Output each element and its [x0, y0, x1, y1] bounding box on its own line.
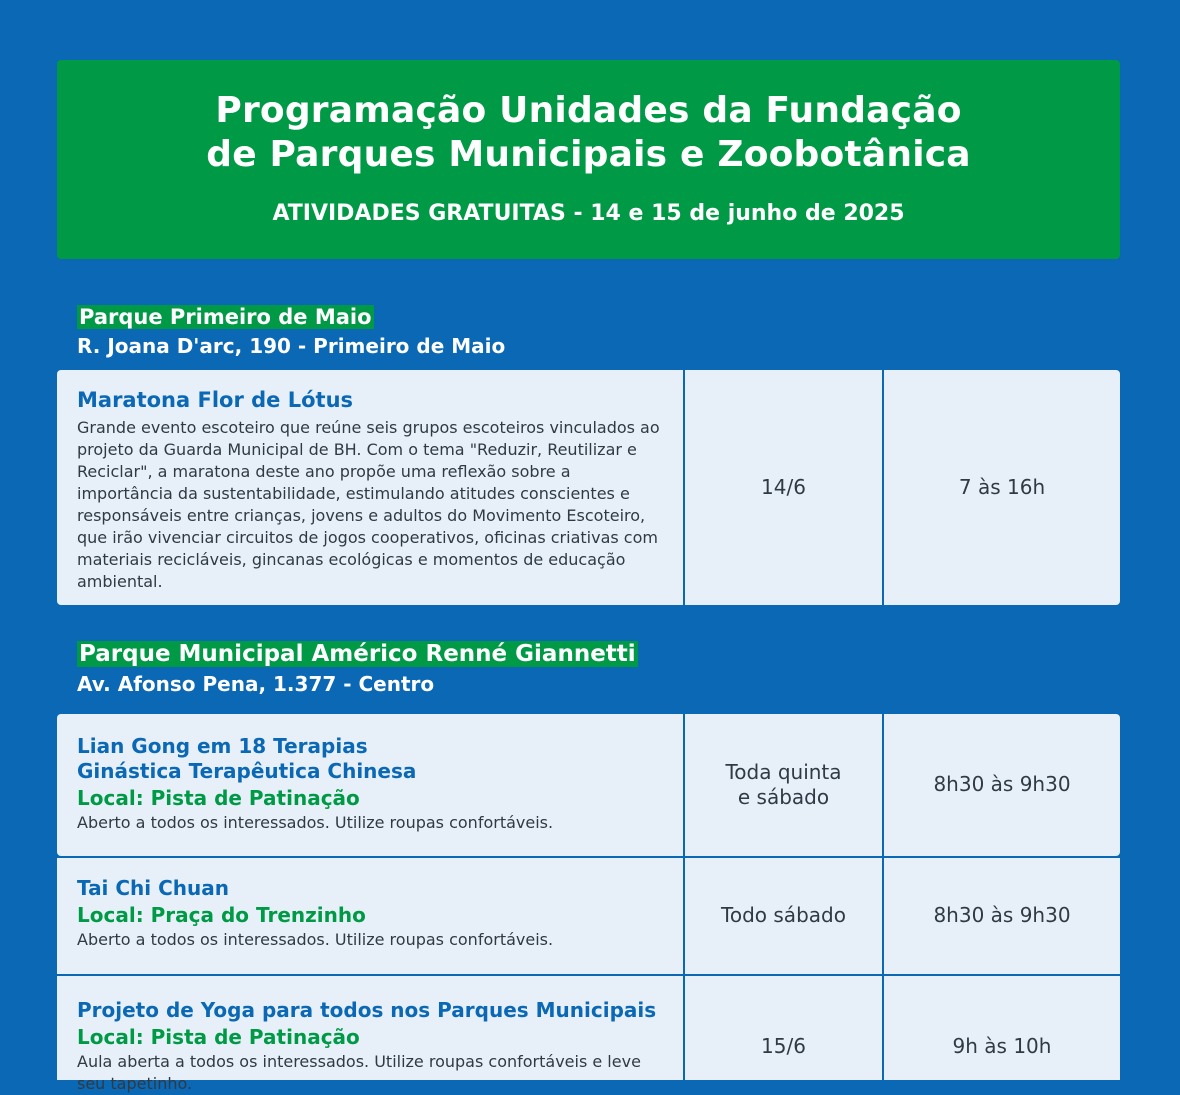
- activity-title: Projeto de Yoga para todos nos Parques Municipais: [77, 998, 657, 1022]
- activity-date-line-2: e sábado: [737, 785, 830, 809]
- activity-description: Aberto a todos os interessados. Utilize roupas confortáveis.: [77, 813, 554, 832]
- activity-title: Tai Chi Chuan: [77, 876, 230, 900]
- activity-row-lian-gong: [57, 714, 1120, 856]
- activity-description: Grande evento escoteiro que reúne seis grupos escoteiros vinculados ao projeto da Guarda Municipal de BH. Com o tema "Reduzir, Reutilizar e Reciclar", a maratona deste ano propõe uma reflexão sobre a importância da sustentabilidade, estimulando atitudes conscientes e responsáveis entre crianças, jovens e adultos do Movimento Escoteiro, que irão vivenciar circuitos de jogos cooperativos, oficinas criativas com materiais recicláveis, gincanas ecológicas e momentos de educação ambiental.: [77, 418, 660, 591]
- activity-info-cell: [57, 976, 683, 1093]
- header-banner: [57, 60, 1120, 259]
- activity-location: Local: Pista de Patinação: [77, 1025, 360, 1049]
- activity-time: 7 às 16h: [958, 475, 1046, 499]
- activity-info-cell: [57, 858, 683, 974]
- park-name: Parque Primeiro de Maio: [79, 305, 372, 329]
- park-address: R. Joana D'arc, 190 - Primeiro de Maio: [77, 334, 506, 358]
- park-heading-primeiro-de-maio: [77, 305, 505, 359]
- activity-row-yoga: [57, 976, 1120, 1093]
- activity-date-cell: [685, 714, 882, 856]
- activity-row-maratona: [57, 370, 1120, 605]
- activity-date-cell: [685, 370, 882, 605]
- activity-date: 15/6: [761, 1034, 806, 1058]
- activity-row-tai-chi: [57, 858, 1120, 974]
- activity-title: Maratona Flor de Lótus: [77, 388, 354, 412]
- activity-date: Todo sábado: [721, 903, 846, 927]
- activity-time: 8h30 às 9h30: [933, 772, 1071, 796]
- activity-time-cell: [884, 370, 1120, 605]
- park-address: Av. Afonso Pena, 1.377 - Centro: [77, 672, 435, 696]
- activity-time-cell: [884, 858, 1120, 974]
- activity-description: Aberto a todos os interessados. Utilize roupas confortáveis.: [77, 930, 554, 949]
- title-line-2: de Parques Municipais e Zoobotânica: [206, 134, 971, 175]
- activity-time: 8h30 às 9h30: [933, 903, 1071, 927]
- title-line-1: Programação Unidades da Fundação: [215, 90, 962, 131]
- activity-title-line-2: Ginástica Terapêutica Chinesa: [77, 759, 417, 783]
- park-name: Parque Municipal Américo Renné Giannetti: [79, 641, 636, 667]
- header-subtitle: ATIVIDADES GRATUITAS - 14 e 15 de junho de 2025: [272, 201, 905, 226]
- activity-info-cell: [57, 370, 683, 605]
- activity-title-line-1: Lian Gong em 18 Terapias: [77, 734, 368, 758]
- activity-location: Local: Praça do Trenzinho: [77, 903, 366, 927]
- activity-date-line-1: Toda quinta: [725, 760, 842, 784]
- activity-description: Aula aberta a todos os interessados. Utilize roupas confortáveis e leve seu tapetinho.: [77, 1052, 641, 1093]
- activity-date: 14/6: [761, 475, 806, 499]
- activity-location: Local: Pista de Patinação: [77, 786, 360, 810]
- park-heading-americo-renne-giannetti: [77, 641, 638, 697]
- activity-time-cell: [884, 976, 1120, 1080]
- activity-info-cell: [57, 714, 683, 856]
- activity-time-cell: [884, 714, 1120, 856]
- activity-time: 9h às 10h: [952, 1034, 1052, 1058]
- activity-date-cell: [685, 976, 882, 1080]
- activity-date-cell: [685, 858, 882, 974]
